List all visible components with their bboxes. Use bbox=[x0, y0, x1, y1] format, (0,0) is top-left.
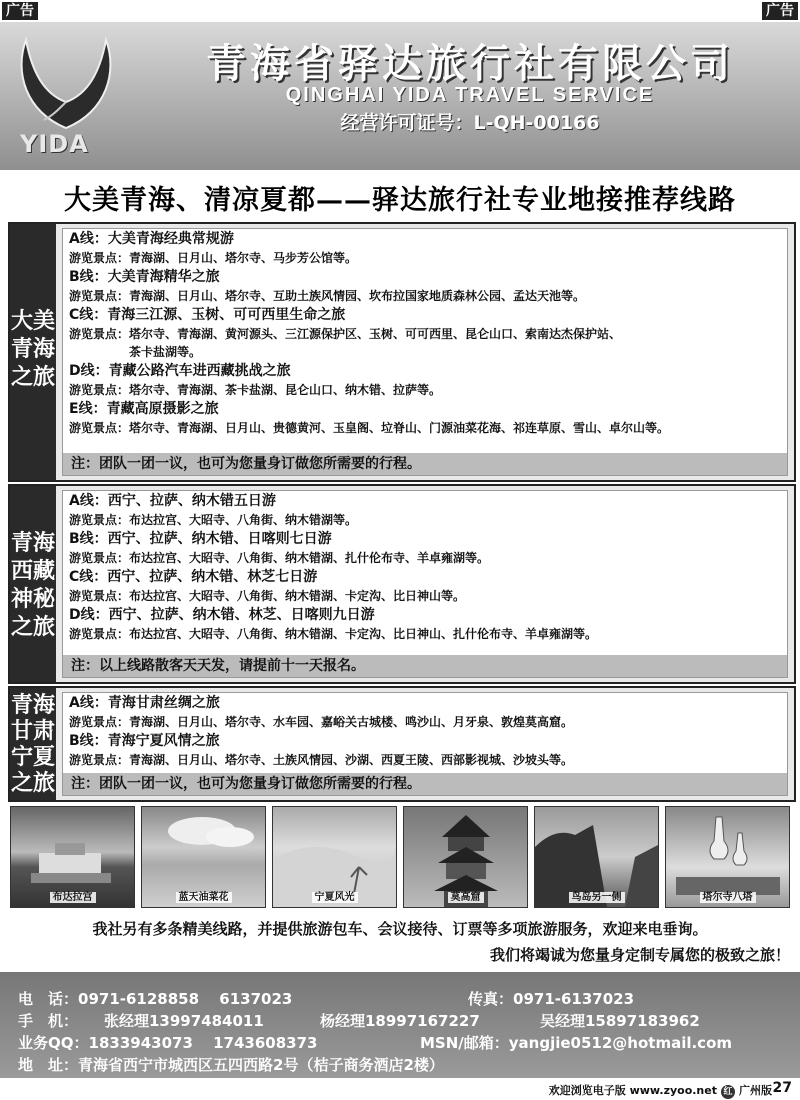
msn-value: yangjie0512@hotmail.com bbox=[508, 1034, 733, 1052]
photo-caption: 蓝天油菜花 bbox=[176, 892, 232, 903]
route-spots: 游览景点：塔尔寺、青海湖、日月山、贵德黄河、玉皇阁、垃脊山、门源油菜花海、祁连草原、雪山、卓尔山等。 bbox=[69, 421, 670, 435]
address-row bbox=[18, 1054, 444, 1075]
contact-panel bbox=[0, 972, 800, 1078]
phone-value: 0971-6128858 6137023 bbox=[78, 990, 293, 1008]
section-tibet bbox=[8, 484, 796, 684]
promise-text: 我们将竭诚为您量身定制专属您的极致之旅！ bbox=[489, 946, 790, 964]
route-spots: 游览景点：布达拉宫、大昭寺、八角街、纳木错湖、卡定沟、比日神山、扎什伦布寺、羊卓雍湖等。 bbox=[69, 627, 598, 641]
photo-kumbum bbox=[665, 806, 790, 908]
route-spots: 游览景点：青海湖、日月山、塔尔寺、马步芳公馆等。 bbox=[69, 251, 358, 265]
section-tag-text: 青海 bbox=[10, 692, 55, 718]
photo-strip bbox=[10, 806, 790, 910]
photo-rapeseed bbox=[141, 806, 266, 908]
qq-value: 1833943073 1743608373 bbox=[88, 1034, 318, 1052]
red-badge-icon: 红 bbox=[721, 1085, 735, 1099]
section-gansu-ningxia bbox=[8, 686, 796, 802]
photo-caption: 宁夏风光 bbox=[312, 892, 358, 903]
route-spots: 游览景点：布达拉宫、大昭寺、八角街、纳木错湖等。 bbox=[69, 513, 358, 527]
photo-potala bbox=[10, 806, 135, 908]
section-note: 注：团队一团一议，也可为您量身订做您所需要的行程。 bbox=[63, 453, 787, 475]
section-qinghai bbox=[8, 222, 796, 482]
route-title: A线：大美青海经典常规游 bbox=[69, 231, 234, 247]
address-label: 地 址： bbox=[18, 1056, 79, 1074]
route-title: D线：青藏公路汽车进西藏挑战之旅 bbox=[69, 363, 291, 379]
route-spots: 游览景点：塔尔寺、青海湖、茶卡盐湖、昆仑山口、纳木错、拉萨等。 bbox=[69, 383, 442, 397]
route-spots: 游览景点：青海湖、日月山、塔尔寺、土族风情园、沙湖、西夏王陵、西部影视城、沙坡头等。 bbox=[69, 753, 574, 767]
address-value: 青海省西宁市城西区五四西路2号（桔子商务酒店2楼） bbox=[78, 1056, 444, 1074]
section-tag bbox=[10, 486, 56, 682]
route-spots: 游览景点：青海湖、日月山、塔尔寺、互助土族风情园、坎布拉国家地质森林公园、孟达天池等。 bbox=[69, 289, 586, 303]
section-tag bbox=[10, 688, 56, 800]
header-banner bbox=[0, 22, 800, 170]
route-title: A线：青海甘肃丝绸之旅 bbox=[69, 695, 220, 711]
mobile-value: 张经理13997484011 bbox=[104, 1012, 264, 1030]
msn-row bbox=[420, 1032, 732, 1053]
section-tag-text: 大美 bbox=[10, 308, 55, 334]
section-tag-text: 之旅 bbox=[10, 614, 55, 640]
ad-label-left: 广告 bbox=[2, 2, 38, 20]
section-tag-text: 西藏 bbox=[10, 558, 55, 584]
qq-label: 业务QQ： bbox=[18, 1034, 89, 1052]
footer-edition: 广州版 bbox=[739, 1084, 772, 1097]
route-spots: 游览景点：布达拉宫、大昭寺、八角街、纳木错湖、扎什伦布寺、羊卓雍湖等。 bbox=[69, 551, 490, 565]
route-title: B线：大美青海精华之旅 bbox=[69, 269, 220, 285]
phone-row bbox=[18, 988, 292, 1009]
section-body bbox=[62, 490, 788, 678]
route-title: B线：青海宁夏风情之旅 bbox=[69, 733, 220, 749]
footer-info bbox=[549, 1082, 772, 1099]
photo-mogao bbox=[403, 806, 528, 908]
qq-row bbox=[18, 1032, 317, 1053]
section-note: 注：团队一团一议，也可为您量身订做您所需要的行程。 bbox=[63, 773, 787, 795]
route-spots: 茶卡盐湖等。 bbox=[69, 345, 202, 359]
fax-value: 0971-6137023 bbox=[513, 990, 635, 1008]
section-tag bbox=[10, 224, 56, 480]
section-tag-text: 神秘 bbox=[10, 586, 55, 612]
page-number: 27 bbox=[772, 1080, 792, 1096]
route-spots: 游览景点：塔尔寺、青海湖、黄河源头、三江源保护区、玉树、可可西里、昆仑山口、索南达杰保护站、 bbox=[69, 327, 622, 341]
mobile-value: 吴经理15897183962 bbox=[540, 1012, 700, 1030]
services-text: 我社另有多条精美线路，并提供旅游包车、会议接待、订票等多项旅游服务，欢迎来电垂询。 bbox=[92, 920, 708, 938]
route-title: C线：西宁、拉萨、纳木错、林芝七日游 bbox=[69, 569, 318, 585]
fax-label: 传真： bbox=[468, 990, 514, 1008]
route-spots: 游览景点：布达拉宫、大昭寺、八角街、纳木错湖、卡定沟、比日神山等。 bbox=[69, 589, 466, 603]
photo-caption: 莫高窟 bbox=[448, 892, 484, 903]
route-spots: 游览景点：青海湖、日月山、塔尔寺、水车园、嘉峪关古城楼、鸣沙山、月牙泉、敦煌莫高窟。 bbox=[69, 715, 574, 729]
ad-label-right: 广告 bbox=[762, 2, 798, 20]
section-tag-text: 之旅 bbox=[10, 770, 55, 796]
footer-site: 欢迎浏览电子版 www.zyoo.net bbox=[548, 1084, 717, 1097]
company-name: 青海省驿达旅行社有限公司 bbox=[206, 41, 734, 87]
mobile-row bbox=[18, 1010, 78, 1031]
route-title: D线：西宁、拉萨、纳木错、林芝、日喀则九日游 bbox=[69, 607, 375, 623]
photo-bird-island bbox=[534, 806, 659, 908]
section-tag-text: 之旅 bbox=[10, 364, 55, 390]
page-footer bbox=[0, 1078, 800, 1100]
section-tag-text: 甘肃 bbox=[10, 718, 55, 744]
logo-text: YIDA bbox=[20, 130, 89, 158]
section-note: 注：以上线路散客天天发，请提前十一天报名。 bbox=[63, 655, 787, 677]
route-title: C线：青海三江源、玉树、可可西里生命之旅 bbox=[69, 307, 346, 323]
section-tag-text: 青海 bbox=[10, 530, 55, 556]
route-title: A线：西宁、拉萨、纳木错五日游 bbox=[69, 493, 276, 509]
route-title: B线：西宁、拉萨、纳木错、日喀则七日游 bbox=[69, 531, 332, 547]
photo-ningxia bbox=[272, 806, 397, 908]
section-tag-text: 宁夏 bbox=[10, 744, 55, 770]
company-name-en: QINGHAI YIDA TRAVEL SERVICE bbox=[285, 84, 655, 106]
fax-row bbox=[468, 988, 634, 1009]
section-body bbox=[62, 692, 788, 796]
mobile-label: 手 机： bbox=[18, 1012, 79, 1030]
slogan: 大美青海、清凉夏都——驿达旅行社专业地接推荐线路 bbox=[64, 185, 736, 216]
photo-caption: 鸟岛另一侧 bbox=[569, 892, 625, 903]
photo-caption: 塔尔寺八塔 bbox=[700, 892, 756, 903]
photo-caption: 布达拉宫 bbox=[50, 892, 96, 903]
section-tag-text: 青海 bbox=[10, 336, 55, 362]
mobile-value: 杨经理18997167227 bbox=[320, 1012, 480, 1030]
msn-label: MSN/邮箱： bbox=[420, 1034, 509, 1052]
license-number: 经营许可证号：L-QH-00166 bbox=[340, 112, 600, 134]
route-title: E线：青藏高原摄影之旅 bbox=[69, 401, 219, 417]
phone-label: 电 话： bbox=[18, 990, 79, 1008]
section-body bbox=[62, 228, 788, 476]
